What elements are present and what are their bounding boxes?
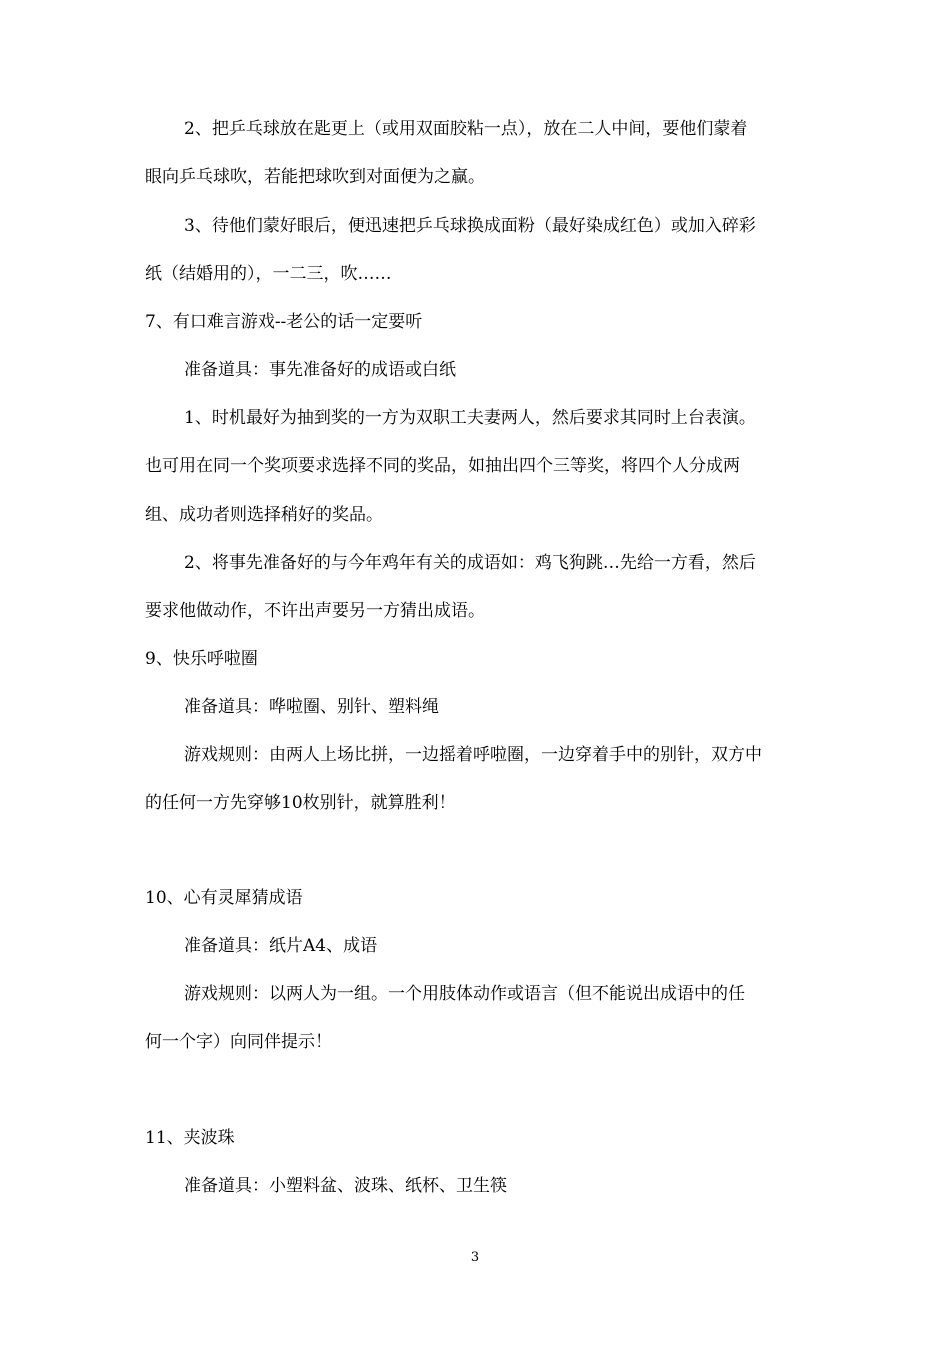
section-heading: 10、心有灵犀猜成语 [145, 888, 303, 908]
section-heading: 11、夹波珠 [145, 1128, 235, 1148]
paragraph-line: 1、时机最好为抽到奖的一方为双职工夫妻两人，然后要求其同时上台表演。 [184, 408, 756, 428]
paragraph-line: 准备道具：纸片A4、成语 [184, 936, 378, 956]
paragraph-line: 2、把乒乓球放在匙更上（或用双面胶粘一点），放在二人中间，要他们蒙着 [184, 119, 748, 139]
paragraph-line: 准备道具：哗啦圈、别针、塑料绳 [184, 697, 439, 717]
paragraph-line: 也可用在同一个奖项要求选择不同的奖品，如抽出四个三等奖，将四个人分成两 [145, 456, 740, 476]
paragraph-line: 准备道具：小塑料盆、波珠、纸杯、卫生筷 [184, 1176, 507, 1196]
paragraph-line: 眼向乒乓球吹，若能把球吹到对面便为之赢。 [145, 167, 485, 187]
paragraph-line: 纸（结婚用的），一二三，吹…… [145, 264, 392, 284]
section-heading: 9、快乐呼啦圈 [145, 649, 258, 669]
paragraph-line: 要求他做动作，不许出声要另一方猜出成语。 [145, 601, 485, 621]
paragraph-line: 的任何一方先穿够10枚别针，就算胜利！ [145, 793, 456, 813]
paragraph-line: 何一个字）向同伴提示！ [145, 1032, 332, 1052]
paragraph-line: 准备道具：事先准备好的成语或白纸 [184, 360, 456, 380]
page-number: 3 [470, 1250, 480, 1265]
paragraph-line: 2、将事先准备好的与今年鸡年有关的成语如：鸡飞狗跳…先给一方看，然后 [184, 553, 756, 573]
paragraph-line: 组、成功者则选择稍好的奖品。 [145, 505, 383, 525]
paragraph-line: 游戏规则：由两人上场比拼，一边摇着呼啦圈，一边穿着手中的别针，双方中 [184, 745, 762, 765]
paragraph-line: 游戏规则：以两人为一组。一个用肢体动作或语言（但不能说出成语中的任 [184, 984, 745, 1004]
paragraph-line: 3、待他们蒙好眼后，便迅速把乒乓球换成面粉（最好染成红色）或加入碎彩 [184, 216, 756, 236]
section-heading: 7、有口难言游戏--老公的话一定要听 [145, 312, 423, 332]
